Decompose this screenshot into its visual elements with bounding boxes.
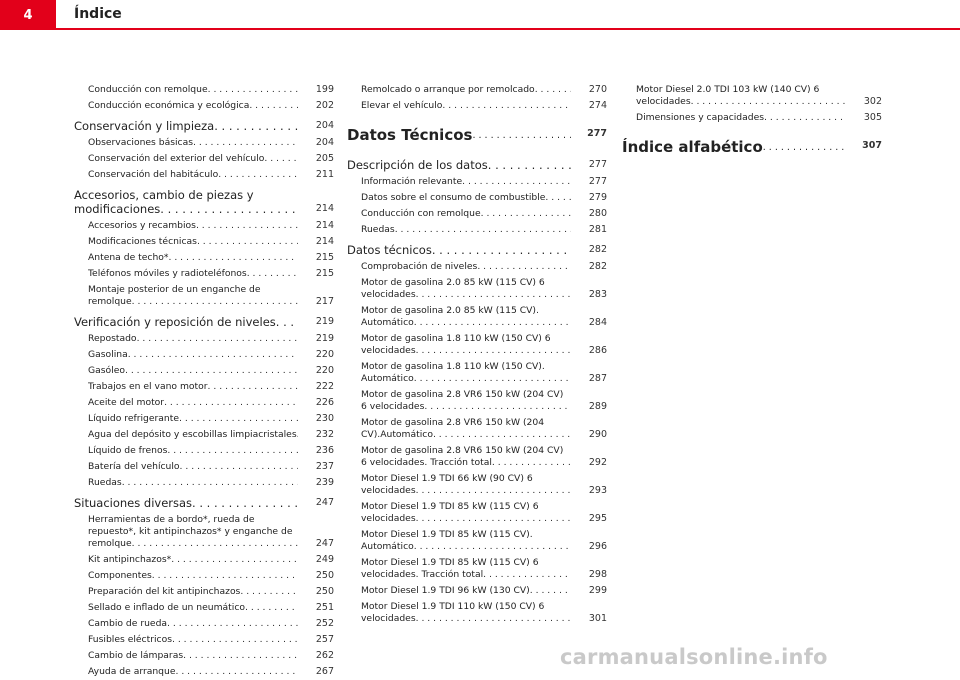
toc-entry[interactable] (347, 303, 607, 331)
toc-page-number: 232 (315, 429, 334, 440)
toc-section[interactable] (74, 310, 334, 331)
toc-entry-text: Fusibles eléctricos (88, 634, 172, 645)
toc-entry[interactable] (347, 259, 607, 275)
toc-entry[interactable] (74, 475, 334, 491)
toc-entry[interactable] (74, 648, 334, 664)
toc-entry[interactable] (347, 82, 607, 98)
toc-entry-title (361, 501, 571, 525)
toc-entry-title (88, 236, 298, 248)
toc-section[interactable] (74, 183, 334, 218)
toc-entry-title (74, 188, 298, 216)
toc-entry-title (361, 224, 571, 236)
toc-entry-text: Motor Diesel 1.9 TDI 66 kW (90 CV) 6 velocidades (361, 473, 533, 496)
toc-entry-text: Motor de gasolina 2.8 VR6 150 kW (204 CV) 6 velocidades. Tracción total (361, 445, 564, 468)
toc-entry-text: Comprobación de niveles (361, 261, 478, 272)
toc-entry-text: Descripción de los datos (347, 158, 488, 172)
toc-entry[interactable] (74, 568, 334, 584)
toc-entry-title (88, 137, 298, 149)
toc-entry[interactable] (74, 98, 334, 114)
toc-section[interactable] (74, 491, 334, 512)
toc-entry-title (361, 529, 571, 553)
toc-entry-text: Preparación del kit antipinchazos (88, 586, 241, 597)
toc-entry-title (88, 84, 298, 96)
toc-entry[interactable] (347, 599, 607, 627)
toc-page-number: 277 (587, 128, 607, 139)
toc-entry-title (361, 261, 571, 273)
toc-entry[interactable] (74, 167, 334, 183)
toc-page-number: 279 (588, 192, 607, 203)
toc-page-number: 202 (315, 100, 334, 111)
toc-entry-title (88, 618, 298, 630)
toc-page-number: 292 (588, 457, 607, 468)
toc-entry-text: Accesorios, cambio de piezas y modificaciones (74, 188, 254, 216)
toc-entry-title (361, 100, 571, 112)
toc-page-number: 220 (315, 349, 334, 360)
toc-entry-title (88, 602, 298, 614)
toc-entry-text: Información relevante (361, 176, 463, 187)
toc-entry-text: Componentes (88, 570, 152, 581)
toc-entry-title (361, 557, 571, 581)
toc-entry[interactable] (347, 359, 607, 387)
toc-entry-text: Antena de techo* (88, 252, 169, 263)
toc-entry-text: Accesorios y recambios (88, 220, 196, 231)
toc-page-number: 289 (588, 401, 607, 412)
toc-entry-text: Repostado (88, 333, 137, 344)
toc-entry[interactable] (74, 282, 334, 310)
toc-page-number: 215 (315, 252, 334, 263)
toc-entry-text: Cambio de rueda (88, 618, 168, 629)
toc-entry[interactable] (347, 555, 607, 583)
toc-entry-text: Gasolina (88, 349, 128, 360)
toc-entry-text: Agua del depósito y escobillas limpiacristales (88, 429, 297, 440)
toc-entry-text: Motor Diesel 1.9 TDI 96 kW (130 CV) (361, 585, 530, 596)
toc-entry-title (361, 601, 571, 625)
toc-entry-text: Batería del vehículo (88, 461, 180, 472)
toc-page-number: 199 (315, 84, 334, 95)
toc-page-number: 302 (863, 96, 882, 107)
toc-entry-title (636, 84, 846, 108)
toc-entry[interactable] (347, 527, 607, 555)
toc-entry[interactable] (74, 379, 334, 395)
toc-page-number: 220 (315, 365, 334, 376)
toc-page-number: 277 (588, 176, 607, 187)
toc-page-number: 250 (315, 570, 334, 581)
toc-chapter[interactable] (347, 114, 607, 153)
toc-entry[interactable] (347, 206, 607, 222)
toc-entry-text: Dimensiones y capacidades (636, 112, 765, 123)
toc-entry-title (88, 220, 298, 232)
toc-page-number: 277 (588, 159, 607, 170)
toc-entry[interactable] (74, 331, 334, 347)
toc-entry-text: Cambio de lámparas (88, 650, 184, 661)
toc-section[interactable] (347, 153, 607, 174)
toc-entry-text: Trabajos en el vano motor (88, 381, 208, 392)
toc-entry[interactable] (347, 471, 607, 499)
toc-entry[interactable] (622, 82, 882, 110)
toc-page-number: 214 (315, 220, 334, 231)
toc-page-number: 204 (315, 137, 334, 148)
toc-page-number: 281 (588, 224, 607, 235)
toc-entry-title (361, 305, 571, 329)
toc-entry-title (88, 333, 298, 345)
toc-entry-text: Ayuda de arranque (88, 666, 176, 677)
toc-entry-text: Montaje posterior de un enganche de remolque (88, 284, 261, 307)
toc-page-number: 215 (315, 268, 334, 279)
toc-entry[interactable] (74, 427, 334, 443)
toc-entry-title (361, 585, 571, 597)
toc-entry-text: Conducción con remolque (361, 208, 481, 219)
toc-entry-title (361, 445, 571, 469)
toc-page-number: 237 (315, 461, 334, 472)
toc-entry-text: Líquido refrigerante (88, 413, 180, 424)
toc-entry[interactable] (347, 443, 607, 471)
toc-entry-title (361, 277, 571, 301)
toc-entry-text: Observaciones básicas (88, 137, 194, 148)
toc-page-number: 236 (315, 445, 334, 456)
toc-entry-title (88, 169, 298, 181)
toc-entry-text: Teléfonos móviles y radioteléfonos (88, 268, 247, 279)
page-title: Índice (74, 6, 122, 22)
toc-entry-text: Motor Diesel 1.9 TDI 85 kW (115 CV). Automático (361, 529, 533, 552)
toc-entry[interactable] (74, 395, 334, 411)
toc-entry[interactable] (622, 110, 882, 126)
toc-entry[interactable] (74, 82, 334, 98)
toc-page-number: 217 (315, 296, 334, 307)
toc-entry-title (88, 397, 298, 409)
toc-page-number: 305 (863, 112, 882, 123)
toc-entry-text: Índice alfabético (622, 138, 763, 156)
toc-entry-title (361, 473, 571, 497)
toc-entry-title (88, 570, 298, 582)
toc-entry-title (88, 381, 298, 393)
toc-entry[interactable] (74, 552, 334, 568)
toc-page-number: 282 (588, 261, 607, 272)
toc-entry[interactable] (74, 151, 334, 167)
toc-entry-title (74, 315, 298, 329)
toc-entry-text: Aceite del motor (88, 397, 165, 408)
toc-page-number: 249 (315, 554, 334, 565)
toc-entry-title (361, 192, 571, 204)
toc-entry-text: Remolcado o arranque por remolcado (361, 84, 535, 95)
toc-entry-title (88, 413, 298, 425)
toc-entry-title (88, 650, 298, 662)
toc-entry-title (622, 138, 846, 157)
toc-entry-title (88, 586, 298, 598)
toc-entry-title (88, 461, 298, 473)
toc-entry-text: Datos Técnicos (347, 126, 473, 144)
toc-entry-text: Herramientas de a bordo*, rueda de repuesto*, kit antipinchazos* y enganche de remolque (88, 514, 293, 549)
toc-page-number: 239 (315, 477, 334, 488)
toc-entry[interactable] (347, 190, 607, 206)
toc-entry-title (636, 112, 846, 124)
toc-entry-title (361, 333, 571, 357)
toc-entry[interactable] (347, 415, 607, 443)
toc-entry-text: Conservación y limpieza (74, 119, 215, 133)
toc-entry[interactable] (74, 632, 334, 648)
toc-entry[interactable] (74, 250, 334, 266)
toc-entry-text: Motor Diesel 1.9 TDI 85 kW (115 CV) 6 velocidades (361, 501, 539, 524)
toc-entry-title (88, 252, 298, 264)
toc-page-number: 298 (588, 569, 607, 580)
toc-entry[interactable] (347, 331, 607, 359)
toc-page-number: 252 (315, 618, 334, 629)
toc-page-number: 286 (588, 345, 607, 356)
toc-entry-title (361, 176, 571, 188)
toc-entry-title (74, 496, 298, 510)
toc-entry-text: Conducción económica y ecológica (88, 100, 250, 111)
toc-page-number: 299 (588, 585, 607, 596)
toc-chapter[interactable] (622, 126, 882, 165)
toc-page-number: 283 (588, 289, 607, 300)
page-number: 4 (0, 0, 56, 30)
toc-page-number: 222 (315, 381, 334, 392)
toc-page-number: 282 (588, 244, 607, 255)
toc-entry-title (88, 634, 298, 646)
toc-page-number: 247 (315, 497, 334, 508)
toc-entry-title (88, 284, 298, 308)
toc-entry-title (88, 365, 298, 377)
toc-entry[interactable] (347, 387, 607, 415)
toc-entry-title (88, 153, 298, 165)
toc-entry-title (88, 554, 298, 566)
toc-entry-title (88, 349, 298, 361)
toc-entry[interactable] (74, 234, 334, 250)
toc-entry-text: Conducción con remolque (88, 84, 208, 95)
toc-page-number: 205 (315, 153, 334, 164)
toc-page-number: 296 (588, 541, 607, 552)
toc-entry-title (88, 268, 298, 280)
watermark: carmanualsonline.info (560, 645, 828, 669)
toc-column-1 (74, 82, 334, 680)
toc-page-number: 226 (315, 397, 334, 408)
toc-entry[interactable] (347, 174, 607, 190)
toc-entry-text: Motor de gasolina 2.0 85 kW (115 CV). Automático (361, 305, 539, 328)
toc-entry-text: Modificaciones técnicas (88, 236, 197, 247)
toc-entry-text: Motor de gasolina 1.8 110 kW (150 CV) 6 velocidades (361, 333, 551, 356)
toc-page-number: 290 (588, 429, 607, 440)
toc-entry-text: Verificación y reposición de niveles (74, 315, 276, 329)
toc-entry[interactable] (74, 347, 334, 363)
toc-entry[interactable] (74, 135, 334, 151)
toc-page-number: 214 (315, 203, 334, 214)
toc-entry-text: Motor Diesel 1.9 TDI 85 kW (115 CV) 6 velocidades. Tracción total (361, 557, 539, 580)
toc-entry-title (347, 158, 571, 172)
toc-page-number: 267 (315, 666, 334, 677)
toc-entry[interactable] (74, 584, 334, 600)
toc-entry-text: Elevar el vehículo (361, 100, 443, 111)
toc-entry-text: Motor de gasolina 1.8 110 kW (150 CV). Automático (361, 361, 545, 384)
toc-page-number: 230 (315, 413, 334, 424)
toc-page-number: 219 (315, 333, 334, 344)
toc-entry[interactable] (347, 499, 607, 527)
toc-entry-text: Motor de gasolina 2.8 VR6 150 kW (204 CV).Automático (361, 417, 545, 440)
toc-entry-text: Ruedas (361, 224, 395, 235)
toc-entry[interactable] (74, 459, 334, 475)
toc-entry-text: Motor Diesel 2.0 TDI 103 kW (140 CV) 6 velocidades (636, 84, 820, 107)
toc-entry-title (347, 126, 571, 145)
toc-section[interactable] (74, 114, 334, 135)
toc-column-3 (622, 82, 882, 165)
toc-entry-text: Motor Diesel 1.9 TDI 110 kW (150 CV) 6 velocidades (361, 601, 545, 624)
toc-entry[interactable] (347, 275, 607, 303)
toc-entry-title (361, 208, 571, 220)
toc-entry[interactable] (74, 363, 334, 379)
toc-page-number: 280 (588, 208, 607, 219)
toc-page-number: 257 (315, 634, 334, 645)
toc-page-number: 214 (315, 236, 334, 247)
toc-entry[interactable] (347, 583, 607, 599)
toc-page-number: 293 (588, 485, 607, 496)
toc-page-number: 250 (315, 586, 334, 597)
page-header (0, 0, 960, 30)
toc-entry-text: Conservación del habitáculo (88, 169, 219, 180)
toc-entry-text: Datos técnicos (347, 243, 432, 257)
toc-entry-title (88, 514, 298, 550)
toc-entry-title (88, 666, 298, 678)
toc-entry[interactable] (74, 266, 334, 282)
toc-entry-text: Gasóleo (88, 365, 125, 376)
toc-entry-title (361, 417, 571, 441)
toc-entry-text: Motor de gasolina 2.8 VR6 150 kW (204 CV) 6 velocidades (361, 389, 564, 412)
toc-entry-title (361, 389, 571, 413)
toc-page-number: 219 (315, 316, 334, 327)
toc-entry[interactable] (74, 443, 334, 459)
toc-page-number: 270 (588, 84, 607, 95)
toc-page-number: 307 (862, 140, 882, 151)
toc-column-2 (347, 82, 607, 627)
toc-page-number: 287 (588, 373, 607, 384)
toc-entry[interactable] (74, 218, 334, 234)
toc-page-number: 251 (315, 602, 334, 613)
toc-entry-text: Líquido de frenos (88, 445, 168, 456)
toc-entry-title (88, 477, 298, 489)
toc-entry-text: Conservación del exterior del vehículo (88, 153, 265, 164)
toc-entry-text: Sellado e inflado de un neumático (88, 602, 246, 613)
toc-entry-text: Kit antipinchazos* (88, 554, 172, 565)
toc-entry-title (347, 243, 571, 257)
toc-entry[interactable] (74, 664, 334, 680)
toc-entry-text: Datos sobre el consumo de combustible (361, 192, 546, 203)
toc-entry-title (88, 445, 298, 457)
header-rule (56, 28, 960, 30)
toc-page-number: 274 (588, 100, 607, 111)
toc-entry[interactable] (74, 411, 334, 427)
toc-page-number: 301 (588, 613, 607, 624)
toc-section[interactable] (347, 238, 607, 259)
toc-entry-title (361, 84, 571, 96)
toc-entry-text: Motor de gasolina 2.0 85 kW (115 CV) 6 velocidades (361, 277, 545, 300)
toc-entry-title (88, 429, 298, 441)
toc-entry[interactable] (347, 222, 607, 238)
toc-page-number: 247 (315, 538, 334, 549)
toc-entry-text: Ruedas (88, 477, 122, 488)
toc-entry[interactable] (74, 512, 334, 552)
toc-page-number: 262 (315, 650, 334, 661)
toc-page-number: 295 (588, 513, 607, 524)
toc-entry-text: Situaciones diversas (74, 496, 193, 510)
toc-page-number: 284 (588, 317, 607, 328)
toc-entry[interactable] (347, 98, 607, 114)
toc-page-number: 204 (315, 120, 334, 131)
toc-entry-title (361, 361, 571, 385)
toc-page-number: 211 (315, 169, 334, 180)
toc-entry[interactable] (74, 600, 334, 616)
toc-entry[interactable] (74, 616, 334, 632)
toc-entry-title (74, 119, 298, 133)
toc-entry-title (88, 100, 298, 112)
